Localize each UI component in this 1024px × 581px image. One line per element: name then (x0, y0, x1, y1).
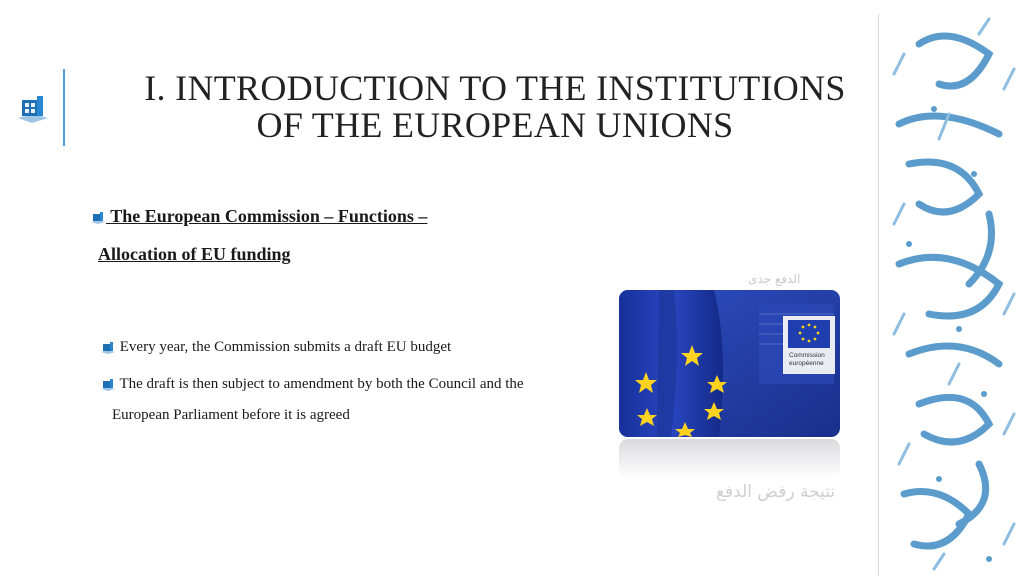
commission-logo-icon (14, 92, 52, 126)
sign-text-line-2: européenne (789, 360, 824, 367)
arabic-calligraphy-logo (879, 14, 1024, 576)
slide-title (100, 70, 890, 144)
title-line-2: OF THE EUROPEAN UNIONS (256, 105, 734, 145)
arabic-caption-top: الدفع جدى (748, 272, 801, 286)
bullet-point (100, 339, 451, 356)
bullet-continuation: European Parliament before it is agreed (112, 407, 350, 423)
sign-text-line-1: Commission (789, 352, 825, 359)
calligraphy-side-panel (878, 14, 1024, 576)
title-line-1: I. INTRODUCTION TO THE INSTITUTIONS (144, 68, 846, 108)
title-divider (63, 69, 65, 146)
bullet-book-icon (100, 378, 116, 392)
bullet-book-icon (100, 341, 116, 355)
photo-reflection (619, 439, 840, 479)
section-subheading: Allocation of EU funding (98, 244, 291, 264)
heading-text: The European Commission – Functions – (110, 206, 428, 226)
bullet-text: The draft is then subject to amendment by both the Council and the (119, 376, 524, 392)
eu-flag-photo (619, 290, 840, 437)
section-heading (90, 206, 427, 227)
bullet-text: Every year, the Commission submits a draft EU budget (119, 339, 452, 355)
arabic-caption-bottom: نتيجة رفض الدفع (716, 482, 836, 502)
bullet-book-icon (90, 211, 106, 225)
bullet-point (100, 376, 524, 393)
